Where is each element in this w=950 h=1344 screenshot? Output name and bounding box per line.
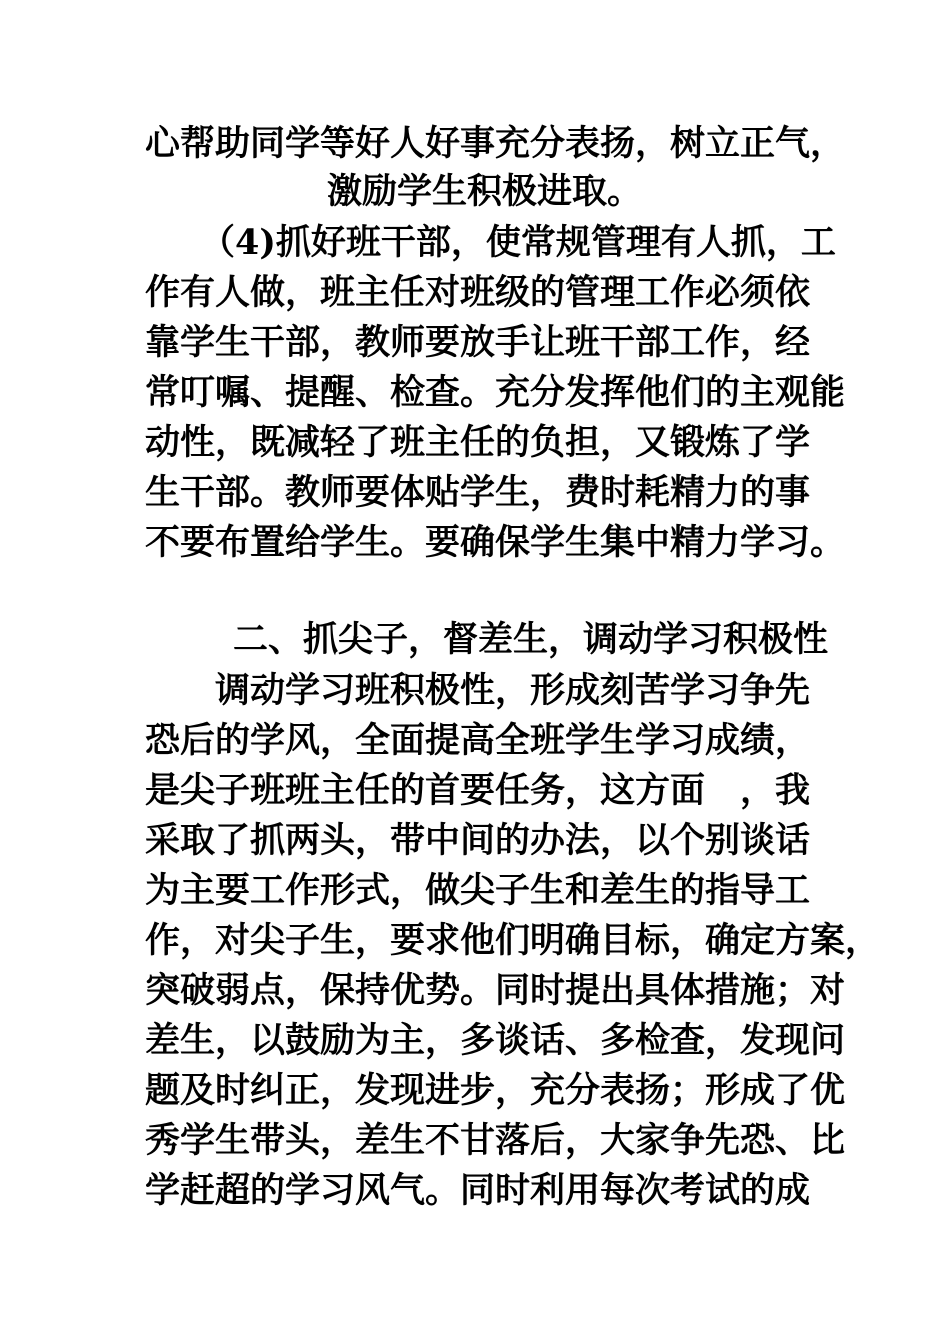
text-line: 生干部。教师要体贴学生，费时耗精力的事: [145, 472, 811, 513]
text-line: 恐后的学风，全面提高全班学生学习成绩，: [145, 720, 811, 761]
text-line: 动性，既减轻了班主任的负担，又锻炼了学: [145, 422, 811, 463]
text-line: 作有人做，班主任对班级的管理工作必须依: [145, 272, 811, 313]
text-line: 为主要工作形式，做尖子生和差生的指导工: [145, 870, 811, 911]
text-line: 常叮嘱、提醒、检查。充分发挥他们的主观能: [145, 372, 846, 413]
text-line: 秀学生带头，差生不甘落后，大家争先恐、比: [145, 1120, 846, 1161]
text-line: 差生，以鼓励为主，多谈话、多检查，发现问: [145, 1020, 846, 1061]
text-line: 作，对尖子生，要求他们明确目标，确定方案，: [145, 920, 881, 961]
text-line: 是尖子班班主任的首要任务，这方面 ，我: [145, 770, 811, 811]
text-line: （4)抓好班干部，使常规管理有人抓，工: [200, 222, 836, 263]
text-line: 靠学生干部，教师要放手让班干部工作，经: [145, 322, 811, 363]
text-line: 激励学生积极进取。: [327, 171, 643, 212]
text-line: 不要布置给学生。要确保学生集中精力学习。: [145, 522, 846, 563]
text-line: 题及时纠正，发现进步，充分表扬；形成了优: [145, 1070, 846, 1111]
text-line: 采取了抓两头，带中间的办法，以个别谈话: [145, 820, 811, 861]
text-line: 突破弱点，保持优势。同时提出具体措施；对: [145, 970, 846, 1011]
section-heading: 二、抓尖子，督差生，调动学习积极性: [233, 619, 829, 660]
text-line: 调动学习班积极性，形成刻苦学习争先: [215, 670, 811, 711]
text-line: 学赶超的学习风气。同时利用每次考试的成: [145, 1170, 811, 1211]
text-line: 心帮助同学等好人好事充分表扬，树立正气，: [145, 123, 846, 164]
